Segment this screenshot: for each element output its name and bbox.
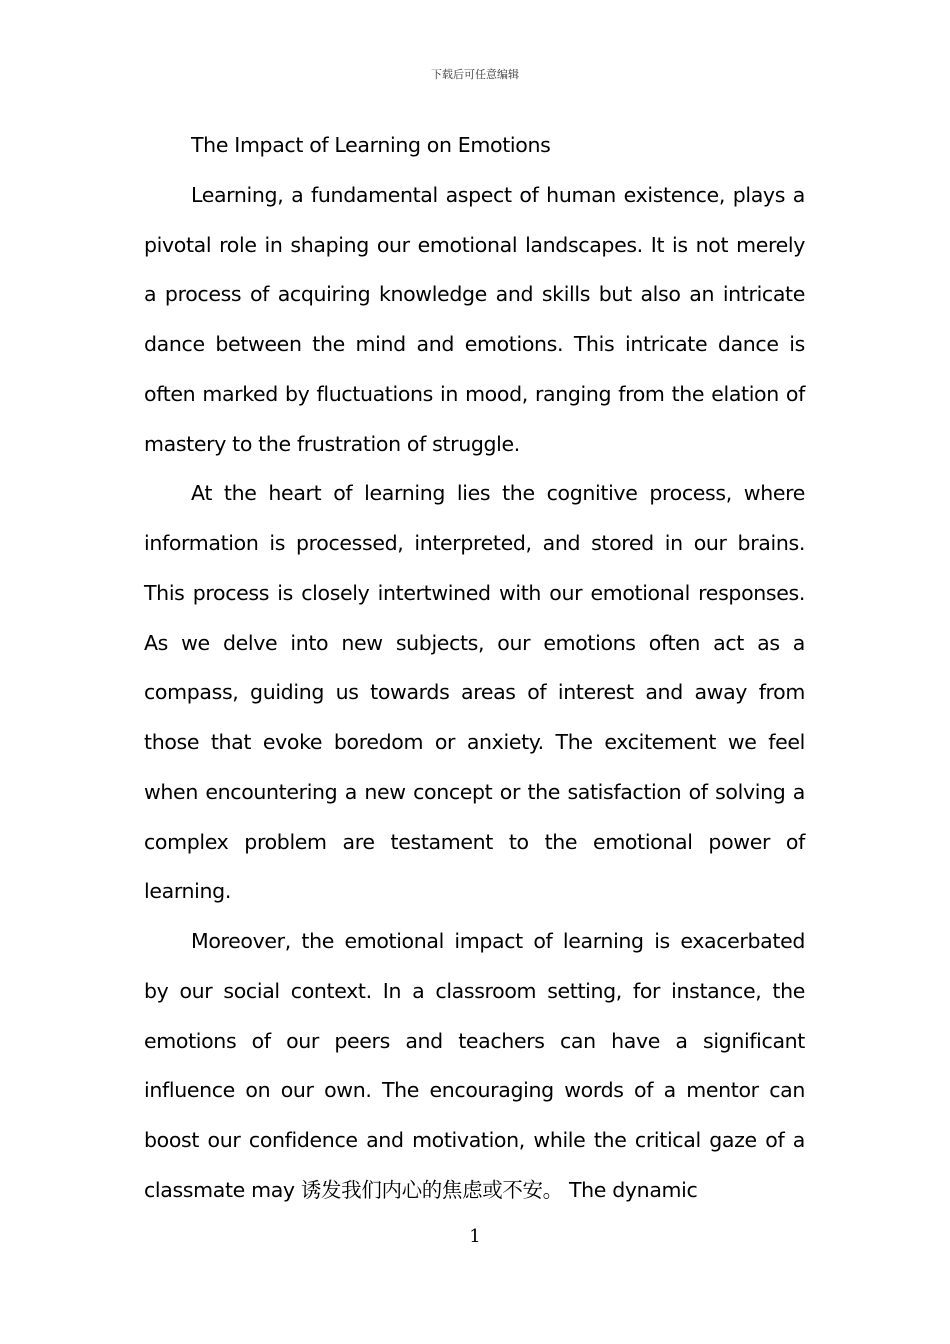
document-title: The Impact of Learning on Emotions — [191, 133, 551, 157]
paragraph: At the heart of learning lies the cognitive process, where information is processed, interpreted, and stored in our brains. This process is closely intertwined with our emotional responses. As we delve into new subjects, our emotions often act as a compass, guiding us towards areas of interest and away from those that evoke boredom or anxiety. The excitement we feel when encountering a new concept or the satisfaction of solving a complex problem are testament to the emotional power of learning. — [144, 481, 805, 904]
page-header-note: 下载后可任意编辑 — [431, 68, 519, 81]
paragraph: Learning, a fundamental aspect of human existence, plays a pivotal role in shaping our emotional landscapes. It is not merely a process of acquiring knowledge and skills but also an intricate dance between the mind and emotions. This intricate dance is often marked by fluctuations in mood, ranging from the elation of mastery to the frustration of struggle. — [144, 182, 805, 456]
page-number: 1 — [469, 1226, 481, 1247]
document-body — [144, 121, 805, 1216]
paragraph: Moreover, the emotional impact of learning is exacerbated by our social context. In a classroom setting, for instance, the emotions of our peers and teachers can have a significant influence on our own. The encouraging words of a mentor can boost our confidence and motivation, while the critical gaze of a classmate may 诱发我们内心的焦虑或不安。 The dynamic — [144, 929, 805, 1202]
